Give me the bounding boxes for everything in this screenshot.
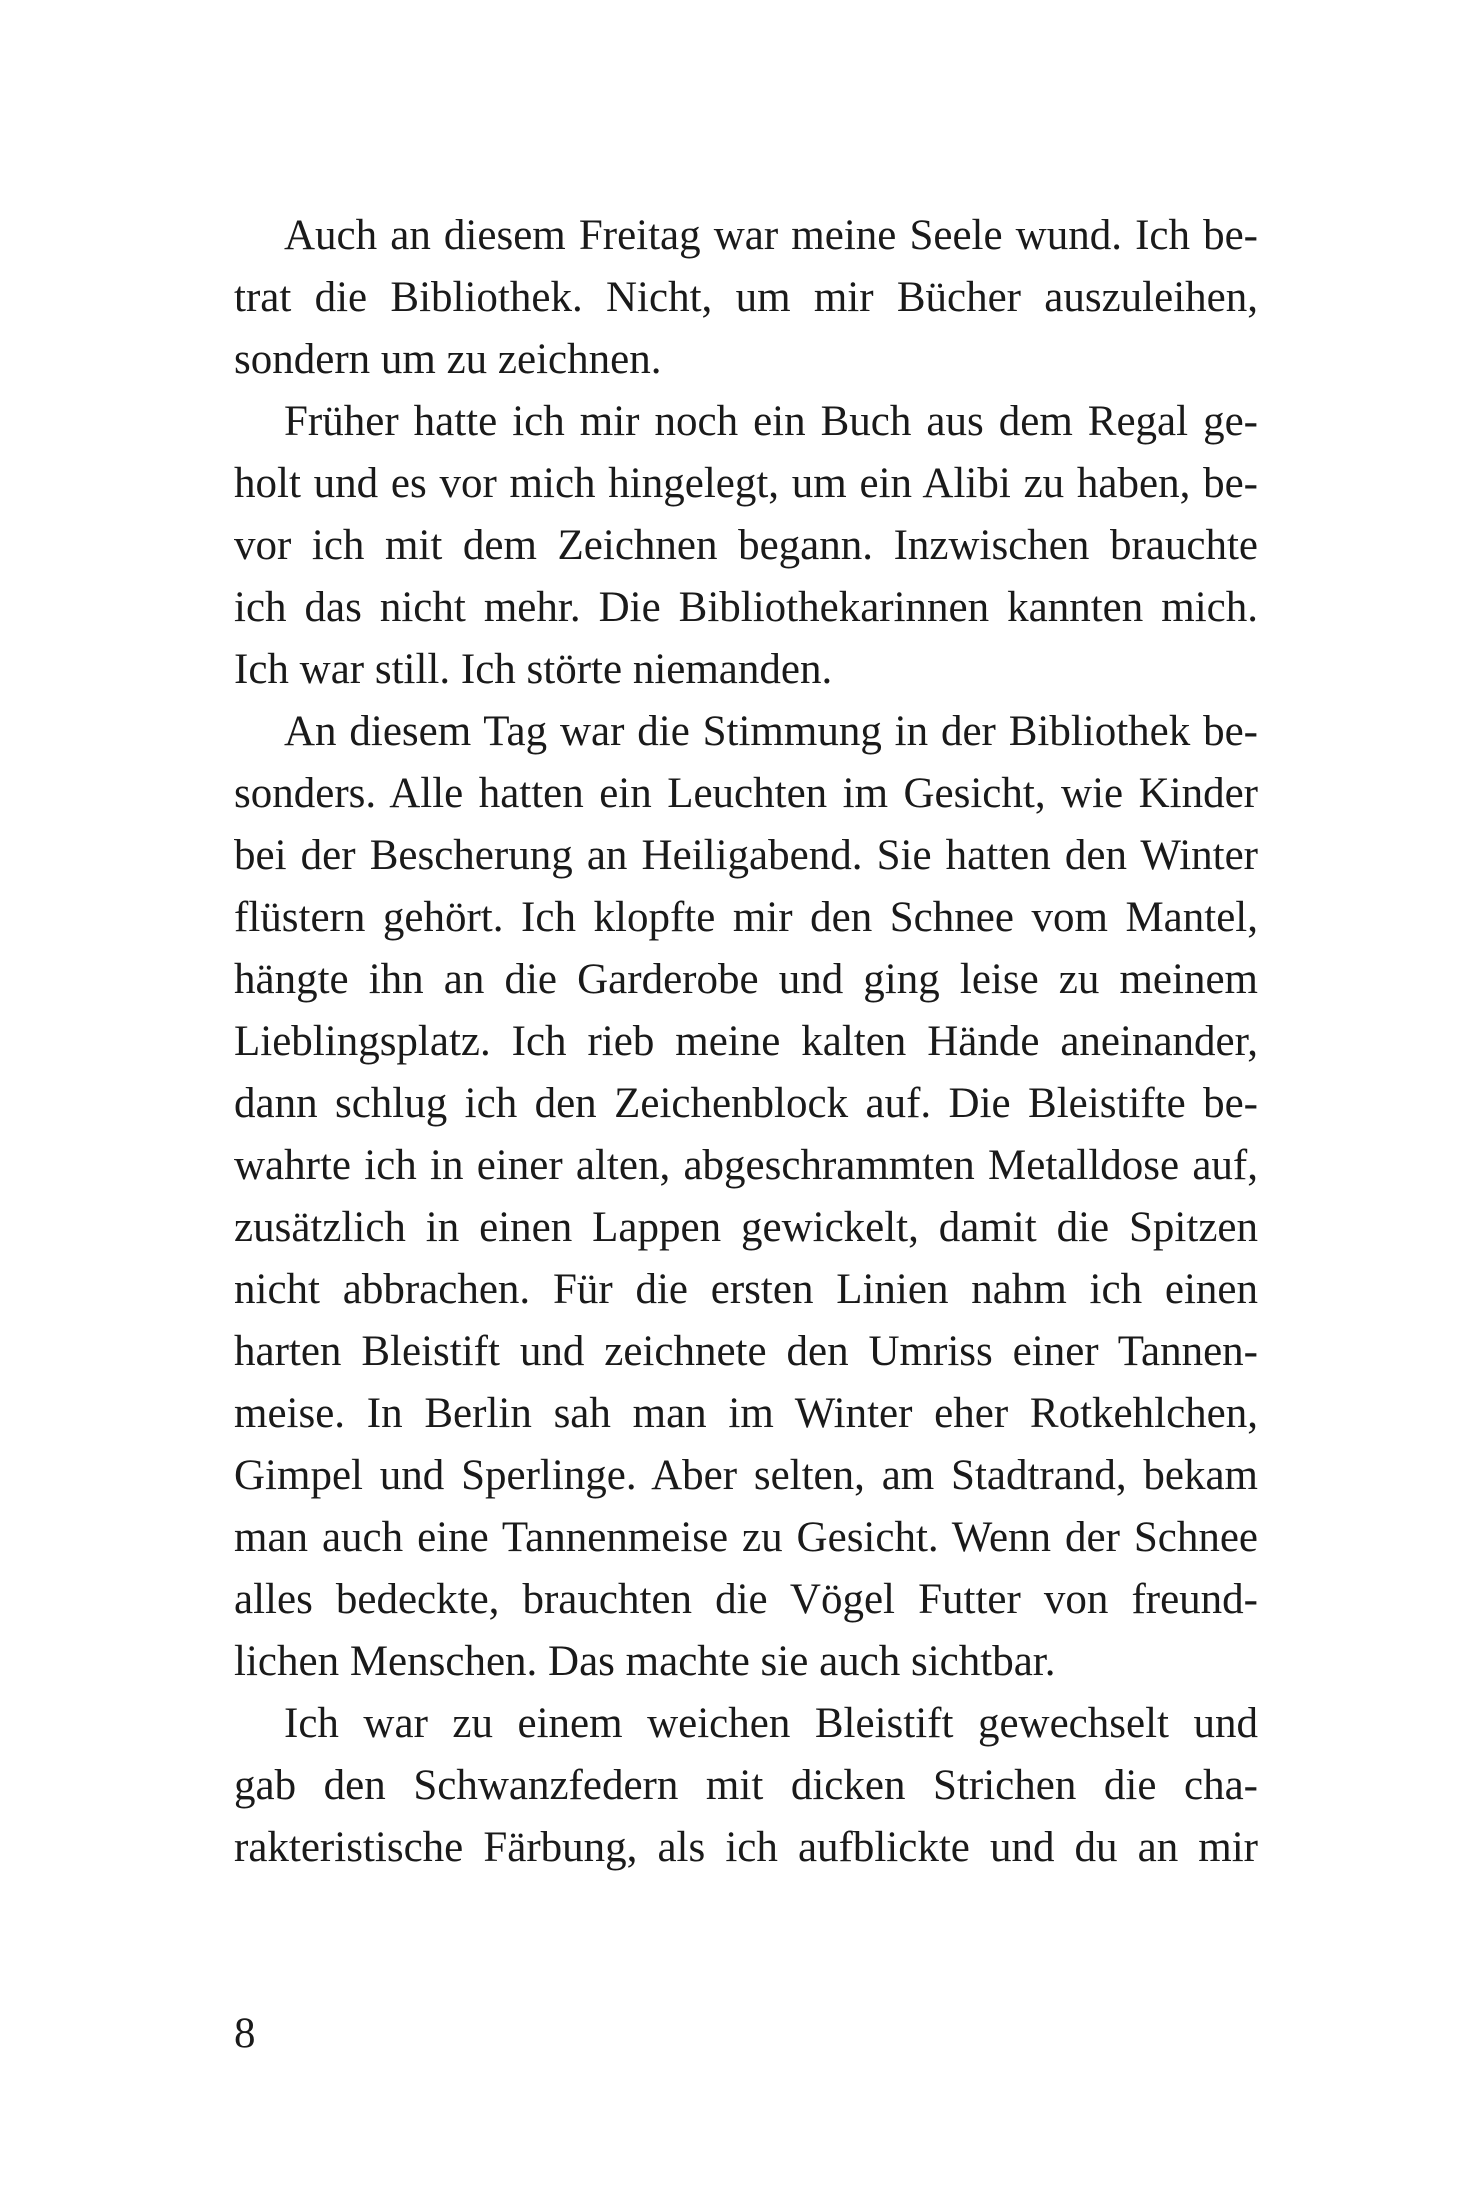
text-line: ich das nicht mehr. Die Bibliothekarinnen kannten mich. xyxy=(234,584,1258,631)
text-line: flüstern gehört. Ich klopfte mir den Schnee vom Mantel, xyxy=(234,894,1258,941)
paragraph-2 xyxy=(234,391,1258,701)
text-line: Ich war still. Ich störte niemanden. xyxy=(234,646,833,693)
text-line: dann schlug ich den Zeichenblock auf. Die Bleistifte be- xyxy=(234,1080,1258,1127)
text-line: bei der Bescherung an Heiligabend. Sie hatten den Winter xyxy=(234,832,1258,879)
text-line: lichen Menschen. Das machte sie auch sichtbar. xyxy=(234,1638,1056,1685)
text-line: Lieblingsplatz. Ich rieb meine kalten Hände aneinander, xyxy=(234,1018,1258,1065)
text-line: vor ich mit dem Zeichnen begann. Inzwischen brauchte xyxy=(234,522,1258,569)
text-line: harten Bleistift und zeichnete den Umriss einer Tannen- xyxy=(234,1328,1258,1375)
text-line: An diesem Tag war die Stimmung in der Bibliothek be- xyxy=(284,708,1258,755)
text-line: nicht abbrachen. Für die ersten Linien nahm ich einen xyxy=(234,1266,1258,1313)
paragraph-3 xyxy=(234,701,1258,1693)
text-line: sondern um zu zeichnen. xyxy=(234,336,662,383)
text-line: trat die Bibliothek. Nicht, um mir Bücher auszuleihen, xyxy=(234,274,1258,321)
text-line: meise. In Berlin sah man im Winter eher Rotkehlchen, xyxy=(234,1390,1258,1437)
text-line: holt und es vor mich hingelegt, um ein Alibi zu haben, be- xyxy=(234,460,1258,507)
text-line: zusätzlich in einen Lappen gewickelt, damit die Spitzen xyxy=(234,1204,1258,1251)
text-line: wahrte ich in einer alten, abgeschrammten Metalldose auf, xyxy=(234,1142,1258,1189)
text-line: hängte ihn an die Garderobe und ging leise zu meinem xyxy=(234,956,1258,1003)
page-number: 8 xyxy=(234,2010,256,2057)
paragraph-4 xyxy=(234,1693,1258,1879)
text-line: Auch an diesem Freitag war meine Seele wund. Ich be- xyxy=(284,212,1258,259)
text-line: Gimpel und Sperlinge. Aber selten, am Stadtrand, bekam xyxy=(234,1452,1258,1499)
text-line: sonders. Alle hatten ein Leuchten im Gesicht, wie Kinder xyxy=(234,770,1258,817)
text-line: gab den Schwanzfedern mit dicken Strichen die cha- xyxy=(234,1762,1258,1809)
text-line: Ich war zu einem weichen Bleistift gewechselt und xyxy=(284,1700,1258,1747)
paragraph-1 xyxy=(234,205,1258,391)
text-line: man auch eine Tannenmeise zu Gesicht. Wenn der Schnee xyxy=(234,1514,1258,1561)
body-text xyxy=(234,205,1258,1879)
text-line: alles bedeckte, brauchten die Vögel Futter von freund- xyxy=(234,1576,1258,1623)
text-line: rakteristische Färbung, als ich aufblickte und du an mir xyxy=(234,1824,1258,1871)
text-line: Früher hatte ich mir noch ein Buch aus dem Regal ge- xyxy=(284,398,1258,445)
